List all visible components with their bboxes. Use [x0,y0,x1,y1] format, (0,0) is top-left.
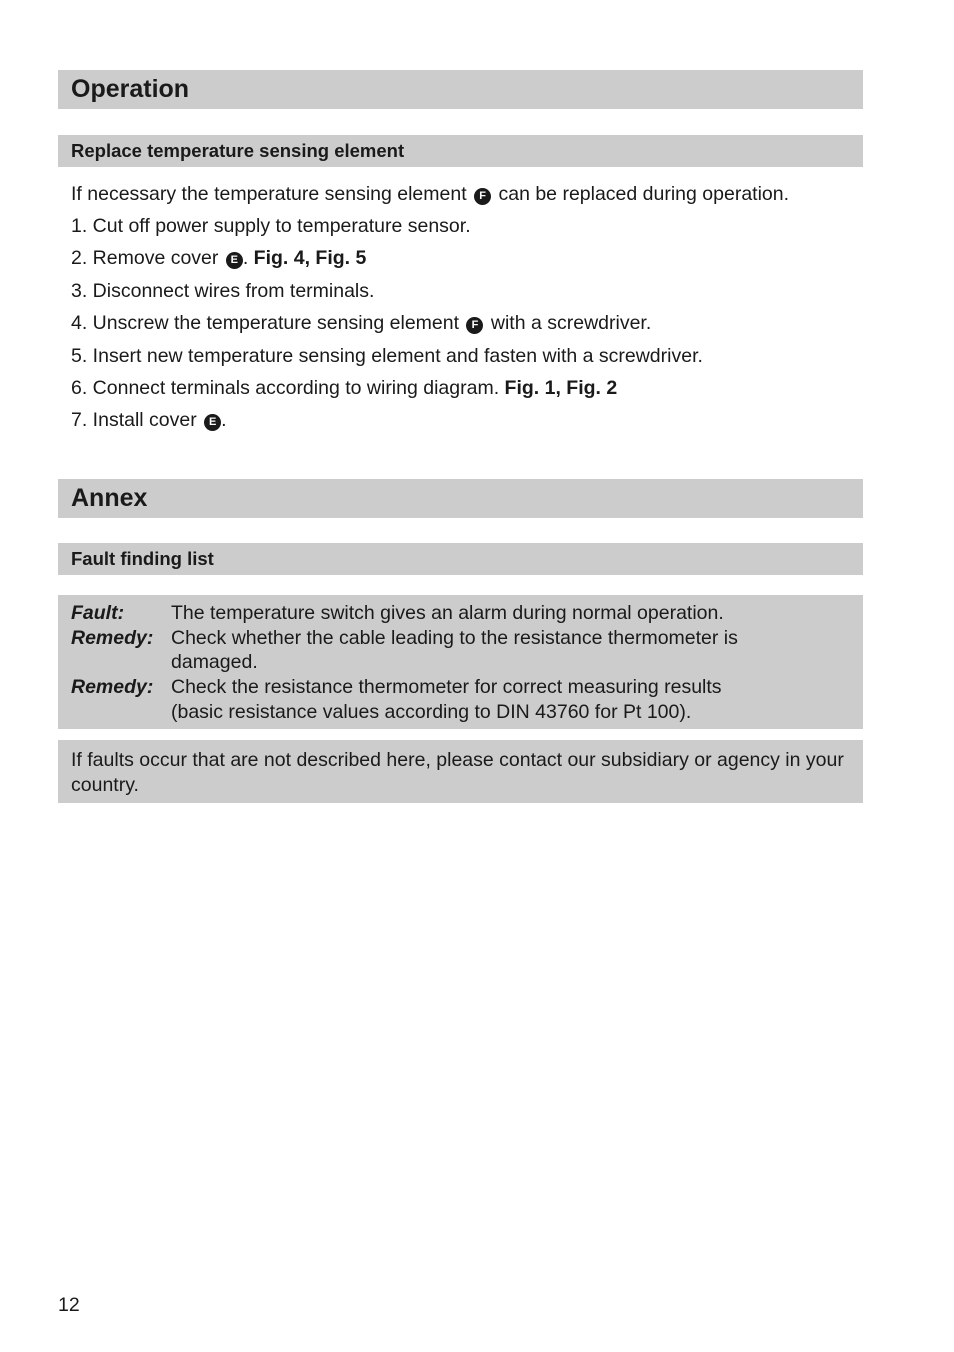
fault-label: Fault: [71,602,125,624]
fault-text: The temperature switch gives an alarm during normal operation. [171,602,724,624]
step-3 [71,279,374,303]
step-2-text-post: . [242,247,249,269]
contact-note-box [58,740,863,803]
remedy-2-line-2: (basic resistance values according to DIN 43760 for Pt 100). [171,701,692,723]
step-4 [71,311,651,335]
annex-heading-text: Annex [71,484,148,512]
remedy-label: Remedy: [71,627,154,649]
badge-e-icon: E [226,252,243,269]
remedy-1-line-2: damaged. [171,651,258,673]
step-7 [71,408,227,432]
step-6 [71,376,617,400]
operation-intro [71,182,789,206]
step-6-text: 6. Connect terminals according to wiring diagram. [71,377,500,399]
remedy-label: Remedy: [71,676,154,698]
replace-sensing-element-subheading [58,135,863,167]
fault-finding-subheading-text: Fault finding list [71,548,214,569]
fault-box [58,595,863,729]
step-2-figure-ref: Fig. 4, Fig. 5 [253,247,367,269]
step-7-text-post: . [221,409,227,431]
intro-text-post: can be replaced during operation. [498,183,790,205]
step-5-text: 5. Insert new temperature sensing element and fasten with a screwdriver. [71,345,703,367]
replace-sensing-element-subheading-text: Replace temperature sensing element [71,140,405,161]
annex-heading [58,479,863,518]
contact-note-text: If faults occur that are not described here, please contact our subsidiary or agency in your country. [71,749,844,796]
intro-text-pre: If necessary the temperature sensing element [71,183,467,205]
operation-heading [58,70,863,109]
operation-heading-text: Operation [71,75,190,103]
step-5 [71,344,703,368]
fault-finding-subheading [58,543,863,575]
step-7-text: 7. Install cover [71,409,197,431]
step-2 [71,246,366,270]
step-3-text: 3. Disconnect wires from terminals. [71,280,375,302]
page-number: 12 [58,1294,80,1316]
step-1 [71,214,471,238]
step-2-text: 2. Remove cover [71,247,219,269]
step-4-text: 4. Unscrew the temperature sensing element [71,312,460,334]
remedy-1-line-1: Check whether the cable leading to the resistance thermometer is [171,627,738,649]
remedy-2-line-1: Check the resistance thermometer for correct measuring results [171,676,722,698]
badge-f-icon: F [466,317,483,334]
badge-f-icon: F [474,188,491,205]
badge-e-icon: E [204,414,221,431]
step-1-text: 1. Cut off power supply to temperature sensor. [71,215,471,237]
step-6-figure-ref: Fig. 1, Fig. 2 [504,377,618,399]
step-4-text-post: with a screwdriver. [490,312,652,334]
